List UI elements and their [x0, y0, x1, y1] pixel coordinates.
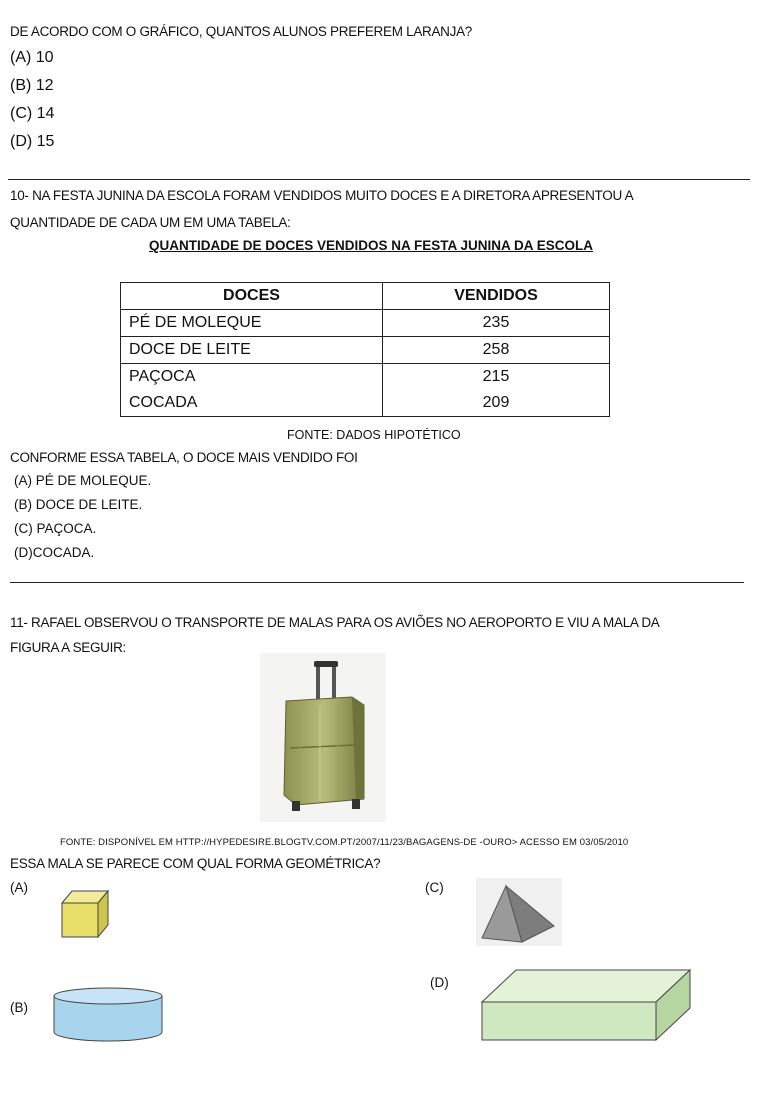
q10-intro-line1: 10- NA FESTA JUNINA DA ESCOLA FORAM VENDIDOS MUITO DOCES E A DIRETORA APRESENTOU A — [10, 188, 634, 203]
table-header: VENDIDOS — [383, 283, 610, 310]
table-cell-doce: DOCE DE LEITE — [121, 337, 383, 364]
q10-option-c: (C) PAÇOCA. — [14, 521, 97, 536]
table-row — [121, 364, 610, 391]
q10-question: CONFORME ESSA TABELA, O DOCE MAIS VENDIDO FOI — [10, 450, 358, 465]
prism-image — [476, 958, 698, 1046]
table-cell-doce: PÉ DE MOLEQUE — [121, 310, 383, 337]
q11-source: FONTE: DISPONÍVEL EM HTTP://HYPEDESIRE.BLOGTV.COM.PT/2007/11/23/BAGAGENS-DE -OURO> ACESSO EM 03/05/2010 — [60, 837, 629, 848]
q11-option-a: (A) — [10, 880, 28, 895]
q10-option-b: (B) DOCE DE LEITE. — [14, 497, 143, 512]
table-header-row — [121, 283, 610, 310]
divider — [8, 179, 750, 180]
table-header: DOCES — [121, 283, 383, 310]
q9-option-b: (B) 12 — [10, 77, 54, 94]
q9-option-a: (A) 10 — [10, 49, 54, 66]
q10-option-d: (D)COCADA. — [14, 545, 95, 560]
q10-intro-line2: QUANTIDADE DE CADA UM EM UMA TABELA: — [10, 215, 291, 230]
cube-image — [52, 883, 120, 941]
table-cell-vendidos: 235 — [383, 310, 610, 337]
doces-table — [120, 282, 610, 417]
q11-option-d: (D) — [430, 975, 449, 990]
table-cell-vendidos: 258 — [383, 337, 610, 364]
q10-table-title: QUANTIDADE DE DOCES VENDIDOS NA FESTA JUNINA DA ESCOLA — [149, 238, 594, 253]
q10-option-a: (A) PÉ DE MOLEQUE. — [14, 473, 152, 488]
table-cell-vendidos: 209 — [383, 390, 610, 417]
q9-question: DE ACORDO COM O GRÁFICO, QUANTOS ALUNOS PREFEREM LARANJA? — [10, 24, 472, 39]
divider — [10, 582, 744, 583]
q11-option-c: (C) — [425, 880, 444, 895]
table-cell-doce: COCADA — [121, 390, 383, 417]
q10-source: FONTE: DADOS HIPOTÉTICO — [287, 428, 461, 442]
q11-intro-line2: FIGURA A SEGUIR: — [10, 640, 126, 655]
table-row — [121, 390, 610, 417]
table-row — [121, 337, 610, 364]
q9-option-d: (D) 15 — [10, 133, 55, 150]
table-cell-vendidos: 215 — [383, 364, 610, 391]
q11-option-b: (B) — [10, 1000, 28, 1015]
suitcase-image — [260, 653, 386, 822]
table-row — [121, 310, 610, 337]
pyramid-image — [476, 878, 562, 946]
q11-question: ESSA MALA SE PARECE COM QUAL FORMA GEOMÉTRICA? — [10, 856, 381, 871]
table-cell-doce: PAÇOCA — [121, 364, 383, 391]
cylinder-image — [52, 986, 164, 1046]
q9-option-c: (C) 14 — [10, 105, 55, 122]
q11-intro-line1: 11- RAFAEL OBSERVOU O TRANSPORTE DE MALAS PARA OS AVIÕES NO AEROPORTO E VIU A MALA DA — [10, 615, 660, 630]
